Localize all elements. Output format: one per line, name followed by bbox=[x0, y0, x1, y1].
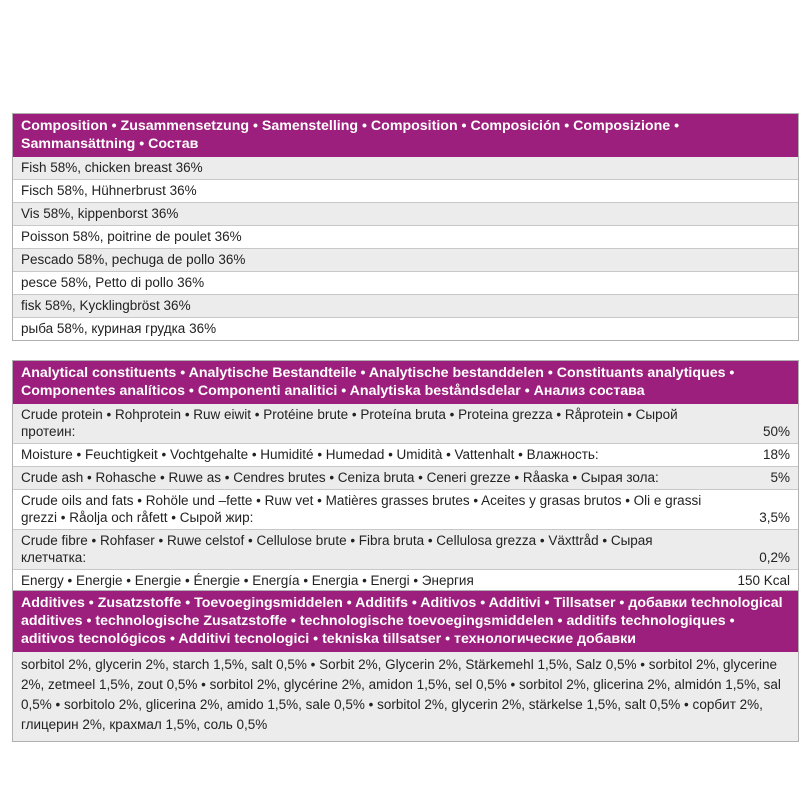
composition-row: Fish 58%, chicken breast 36% bbox=[13, 157, 798, 180]
analytical-value: 3,5% bbox=[759, 510, 790, 525]
additives-header: Additives • Zusatzstoffe • Toevoegingsmiddelen • Additifs • Aditivos • Additivi • Tillsatser • добавки technological additives • technologische Zusatzstoffe • technologische toevoegingsmiddelen • additifs technologiques • aditivos tecnológicos • Additivi tecnologici • tekniska tillsatser • технологические добавки bbox=[13, 591, 798, 652]
analytical-table bbox=[12, 360, 799, 593]
analytical-label: Energy • Energie • Energie • Énergie • Energía • Energia • Energi • Энергия bbox=[21, 573, 474, 588]
analytical-label: Crude oils and fats • Rohöle und –fette • Ruw vet • Matières grasses brutes • Aceites y grasas brutos • Oli e grassi grezzi • Råolja och råfett • Сырой жир: bbox=[21, 493, 702, 525]
additives-table bbox=[12, 590, 799, 742]
analytical-value: 18% bbox=[762, 447, 790, 462]
analytical-row bbox=[13, 467, 798, 490]
analytical-label: Crude ash • Rohasche • Ruwe as • Cendres brutes • Ceniza bruta • Ceneri grezze • Råaska • Сырая зола: bbox=[21, 470, 659, 485]
analytical-row bbox=[13, 444, 798, 467]
analytical-label: Crude fibre • Rohfaser • Ruwe celstof • Cellulose brute • Fibra bruta • Cellulosa grezza • Växttråd • Сырая клетчатка: bbox=[21, 533, 653, 565]
composition-row: Pescado 58%, pechuga de pollo 36% bbox=[13, 249, 798, 272]
additives-text: sorbitol 2%, glycerin 2%, starch 1,5%, salt 0,5% • Sorbit 2%, Glycerin 2%, Stärkemehl 1,5%, Salz 0,5% • sorbitol 2%, glycerine 2%, zetmeel 1,5%, zout 0,5% • sorbitol 2%, glycérine 2%, amidon 1,5%, sel 0,5% • sorbitol 2%, glicerina 2%, almidón 1,5%, sal 0,5% • sorbitolo 2%, glicerina 2%, amido 1,5%, sale 0,5% • sorbitol 2%, glycerin 2%, stärkelse 1,5%, salt 0,5% • сорбит 2%, глицерин 2%, крахмал 1,5%, соль 0,5% bbox=[13, 652, 798, 741]
composition-row: рыба 58%, куриная грудка 36% bbox=[21, 321, 217, 336]
analytical-row bbox=[13, 490, 798, 530]
analytical-label: Moisture • Feuchtigkeit • Vochtgehalte • Humidité • Humedad • Umidità • Vattenhalt • Влажность: bbox=[21, 447, 599, 462]
composition-row: Poisson 58%, poitrine de poulet 36% bbox=[13, 226, 798, 249]
composition-row: pesce 58%, Petto di pollo 36% bbox=[13, 272, 798, 295]
analytical-header: Analytical constituents • Analytische Bestandteile • Analytische bestanddelen • Constituants analytiques • Componentes analíticos • Componenti analitici • Analytiska beståndsdelar • Анализ состава bbox=[13, 361, 798, 404]
analytical-value: 0,2% bbox=[759, 550, 790, 565]
analytical-value: 150 Kcal bbox=[737, 573, 790, 588]
composition-row: Vis 58%, kippenborst 36% bbox=[13, 203, 798, 226]
analytical-row bbox=[13, 530, 798, 570]
composition-header: Composition • Zusammensetzung • Samenstelling • Composition • Composición • Composizione • Sammansättning • Состав bbox=[13, 114, 798, 157]
analytical-row bbox=[13, 404, 798, 444]
analytical-value: 50% bbox=[762, 424, 790, 439]
composition-table bbox=[12, 113, 799, 341]
analytical-label: Crude protein • Rohprotein • Ruw eiwit • Protéine brute • Proteína bruta • Proteina grezza • Råprotein • Сырой протеин: bbox=[21, 407, 678, 439]
analytical-row bbox=[13, 570, 798, 592]
composition-row: fisk 58%, Kycklingbröst 36% bbox=[13, 295, 798, 318]
analytical-value: 5% bbox=[770, 470, 790, 485]
composition-row: Fisch 58%, Hühnerbrust 36% bbox=[13, 180, 798, 203]
